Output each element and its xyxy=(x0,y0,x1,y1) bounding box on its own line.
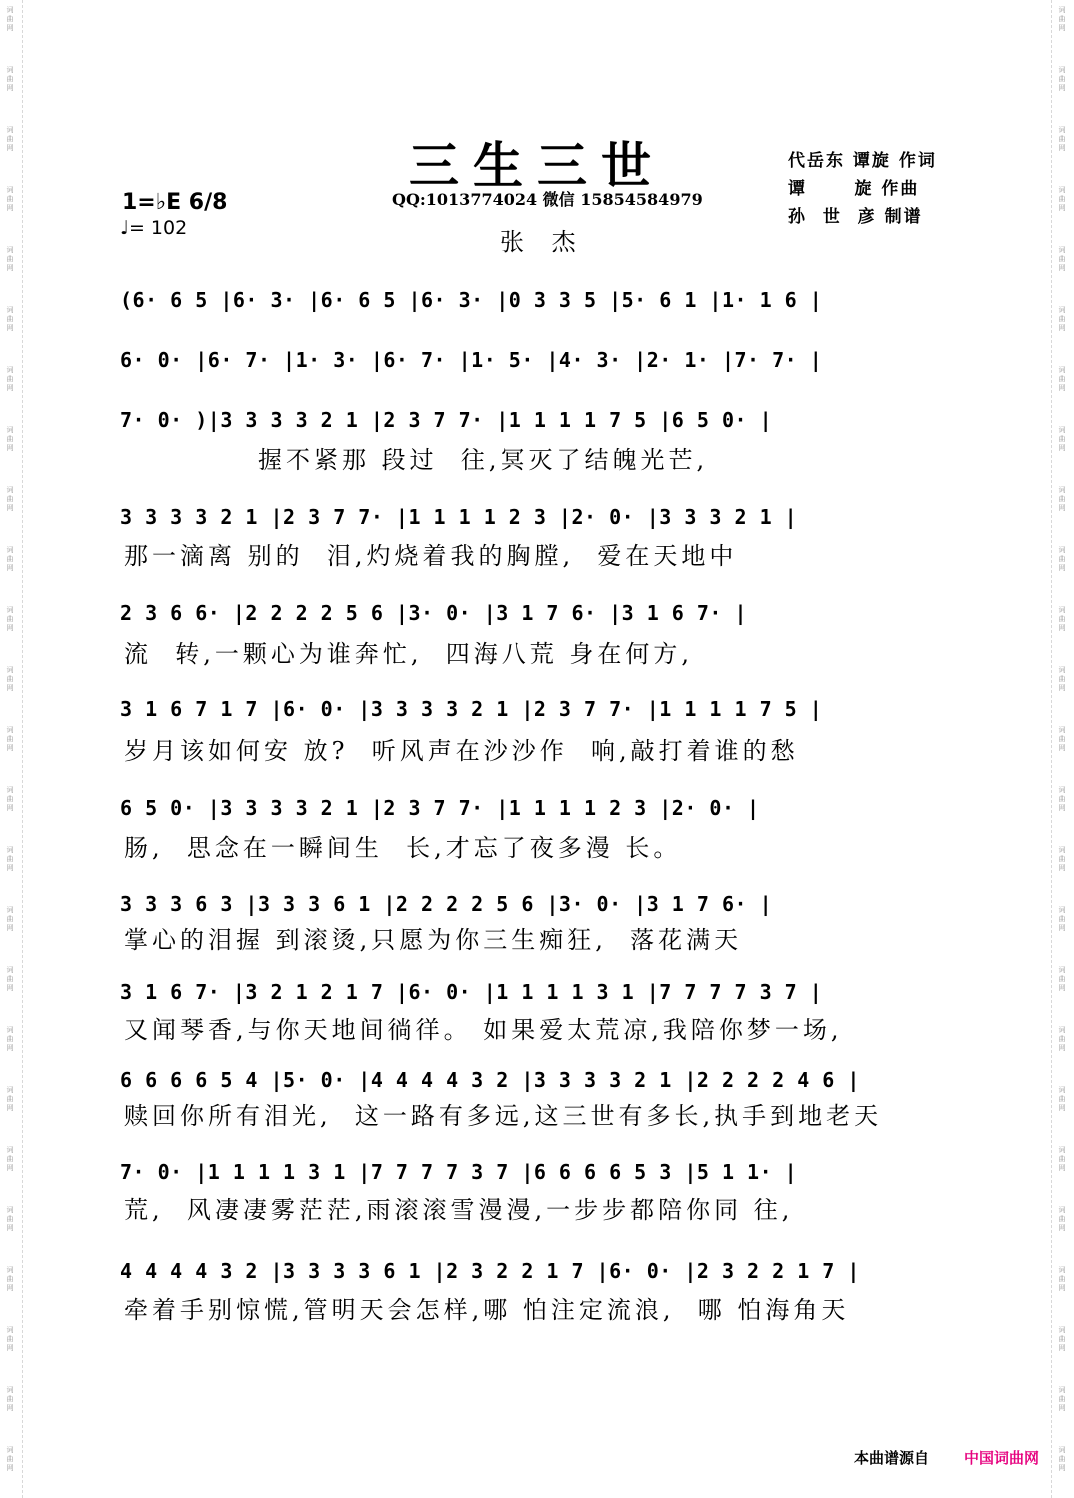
watermark-mark: 词 曲 网 xyxy=(1058,1266,1066,1292)
notation-row-4: 3 3 3 3 2 1 |2 3 7 7· |1 1 1 1 2 3 |2· 0· |3 3 3 2 1 | xyxy=(120,505,798,529)
lyric-row-10: 赎回你所有泪光, 这一路有多远,这三世有多长,执手到地老天 xyxy=(124,1102,883,1130)
contact-info: QQ:1013774024 微信 15854584979 xyxy=(392,190,703,209)
watermark-mark: 词 曲 网 xyxy=(6,486,14,512)
notation-row-9: 3 1 6 7· |3 2 1 2 1 7 |6· 0· |1 1 1 1 3 1 |7 7 7 7 3 7 | xyxy=(120,980,823,1004)
song-title: 三生三世 xyxy=(409,136,665,195)
composer-credit: 谭 旋 作曲 xyxy=(788,179,920,199)
watermark-mark: 词 曲 网 xyxy=(6,126,14,152)
watermark-mark: 词 曲 网 xyxy=(6,606,14,632)
watermark-mark: 词 曲 网 xyxy=(1058,486,1066,512)
watermark-mark: 词 曲 网 xyxy=(1058,966,1066,992)
watermark-mark: 词 曲 网 xyxy=(1058,1446,1066,1472)
watermark-mark: 词 曲 网 xyxy=(6,186,14,212)
watermark-mark: 词 曲 网 xyxy=(1058,66,1066,92)
watermark-mark: 词 曲 网 xyxy=(6,906,14,932)
right-watermark-strip xyxy=(1051,0,1074,1498)
watermark-mark: 词 曲 网 xyxy=(6,1146,14,1172)
lyric-row-12: 牵着手别惊慌,管明天会怎样,哪 怕注定流浪, 哪 怕海角天 xyxy=(124,1296,850,1324)
watermark-mark: 词 曲 网 xyxy=(6,1266,14,1292)
arranger-credit: 孙 世 彦 制谱 xyxy=(788,207,923,227)
tempo-marking: ♩= 102 xyxy=(120,217,188,239)
left-watermark-strip xyxy=(0,0,23,1498)
source-label: 本曲谱源自 xyxy=(853,1449,929,1467)
watermark-mark: 词 曲 网 xyxy=(6,726,14,752)
watermark-mark: 词 曲 网 xyxy=(1058,1326,1066,1352)
watermark-mark: 词 曲 网 xyxy=(1058,1386,1066,1412)
watermark-mark: 词 曲 网 xyxy=(1058,126,1066,152)
watermark-mark: 词 曲 网 xyxy=(6,246,14,272)
watermark-mark: 词 曲 网 xyxy=(1058,1086,1066,1112)
watermark-mark: 词 曲 网 xyxy=(1058,6,1066,32)
notation-row-5: 2 3 6 6· |2 2 2 2 5 6 |3· 0· |3 1 7 6· |3 1 6 7· | xyxy=(120,601,748,625)
notation-row-11: 7· 0· |1 1 1 1 3 1 |7 7 7 7 3 7 |6 6 6 6 5 3 |5 1 1· | xyxy=(120,1160,798,1184)
watermark-mark: 词 曲 网 xyxy=(1058,606,1066,632)
watermark-mark: 词 曲 网 xyxy=(6,546,14,572)
lyric-row-5: 流 转,一颗心为谁奔忙, 四海八荒 身在何方, xyxy=(124,640,694,668)
watermark-mark: 词 曲 网 xyxy=(6,1086,14,1112)
watermark-mark: 词 曲 网 xyxy=(6,1386,14,1412)
notation-row-1: (6· 6 5 |6· 3· |6· 6 5 |6· 3· |0 3 3 5 |5· 6 1 |1· 1 6 | xyxy=(120,288,823,312)
notation-row-10: 6 6 6 6 5 4 |5· 0· |4 4 4 4 3 2 |3 3 3 3 2 1 |2 2 2 2 4 6 | xyxy=(120,1068,860,1092)
watermark-mark: 词 曲 网 xyxy=(1058,1146,1066,1172)
lyric-row-9: 又闻琴香,与你天地间徜徉。 如果爱太荒凉,我陪你梦一场, xyxy=(124,1016,843,1044)
watermark-mark: 词 曲 网 xyxy=(1058,366,1066,392)
lyric-row-8: 掌心的泪握 到滚烫,只愿为你三生痴狂, 落花满天 xyxy=(124,926,743,954)
singer-name: 张 杰 xyxy=(500,228,586,256)
notation-row-6: 3 1 6 7 1 7 |6· 0· |3 3 3 3 2 1 |2 3 7 7· |1 1 1 1 7 5 | xyxy=(120,697,823,721)
notation-row-7: 6 5 0· |3 3 3 3 2 1 |2 3 7 7· |1 1 1 1 2 3 |2· 0· | xyxy=(120,796,760,820)
watermark-mark: 词 曲 网 xyxy=(1058,846,1066,872)
watermark-mark: 词 曲 网 xyxy=(6,786,14,812)
watermark-mark: 词 曲 网 xyxy=(1058,1206,1066,1232)
watermark-mark: 词 曲 网 xyxy=(6,66,14,92)
lyricist-credit: 代岳东 谭旋 作词 xyxy=(788,151,937,171)
watermark-mark: 词 曲 网 xyxy=(1058,426,1066,452)
lyric-row-3: 握不紧那 段过 往,冥灭了结魄光芒, xyxy=(258,446,709,474)
watermark-mark: 词 曲 网 xyxy=(1058,906,1066,932)
watermark-mark: 词 曲 网 xyxy=(6,366,14,392)
watermark-mark: 词 曲 网 xyxy=(1058,546,1066,572)
watermark-mark: 词 曲 网 xyxy=(6,1026,14,1052)
lyric-row-7: 肠, 思念在一瞬间生 长,才忘了夜多漫 长。 xyxy=(124,834,682,862)
lyric-row-6: 岁月该如何安 放? 听风声在沙沙作 响,敲打着谁的愁 xyxy=(124,737,799,765)
watermark-mark: 词 曲 网 xyxy=(6,6,14,32)
watermark-mark: 词 曲 网 xyxy=(6,846,14,872)
watermark-mark: 词 曲 网 xyxy=(6,1446,14,1472)
watermark-mark: 词 曲 网 xyxy=(6,1326,14,1352)
watermark-mark: 词 曲 网 xyxy=(1058,186,1066,212)
watermark-mark: 词 曲 网 xyxy=(1058,246,1066,272)
watermark-mark: 词 曲 网 xyxy=(6,666,14,692)
watermark-mark: 词 曲 网 xyxy=(6,966,14,992)
watermark-mark: 词 曲 网 xyxy=(6,306,14,332)
key-signature: 1=♭E 6/8 xyxy=(122,190,228,215)
watermark-mark: 词 曲 网 xyxy=(6,426,14,452)
notation-row-3: 7· 0· )|3 3 3 3 2 1 |2 3 7 7· |1 1 1 1 7 5 |6 5 0· | xyxy=(120,408,773,432)
watermark-mark: 词 曲 网 xyxy=(1058,306,1066,332)
notation-row-2: 6· 0· |6· 7· |1· 3· |6· 7· |1· 5· |4· 3· |2· 1· |7· 7· | xyxy=(120,348,823,372)
watermark-mark: 词 曲 网 xyxy=(1058,1026,1066,1052)
watermark-mark: 词 曲 网 xyxy=(1058,786,1066,812)
watermark-mark: 词 曲 网 xyxy=(6,1206,14,1232)
lyric-row-11: 荒, 风凄凄雾茫茫,雨滚滚雪漫漫,一步步都陪你同 往, xyxy=(124,1196,794,1224)
lyric-row-4: 那一滴离 别的 泪,灼烧着我的胸膛, 爱在天地中 xyxy=(124,542,738,570)
watermark-mark: 词 曲 网 xyxy=(1058,726,1066,752)
source-site-link[interactable]: 中国词曲网 xyxy=(963,1449,1039,1467)
watermark-mark: 词 曲 网 xyxy=(1058,666,1066,692)
notation-row-12: 4 4 4 4 3 2 |3 3 3 3 6 1 |2 3 2 2 1 7 |6· 0· |2 3 2 2 1 7 | xyxy=(120,1259,860,1283)
notation-row-8: 3 3 3 6 3 |3 3 3 6 1 |2 2 2 2 5 6 |3· 0· |3 1 7 6· | xyxy=(120,892,773,916)
